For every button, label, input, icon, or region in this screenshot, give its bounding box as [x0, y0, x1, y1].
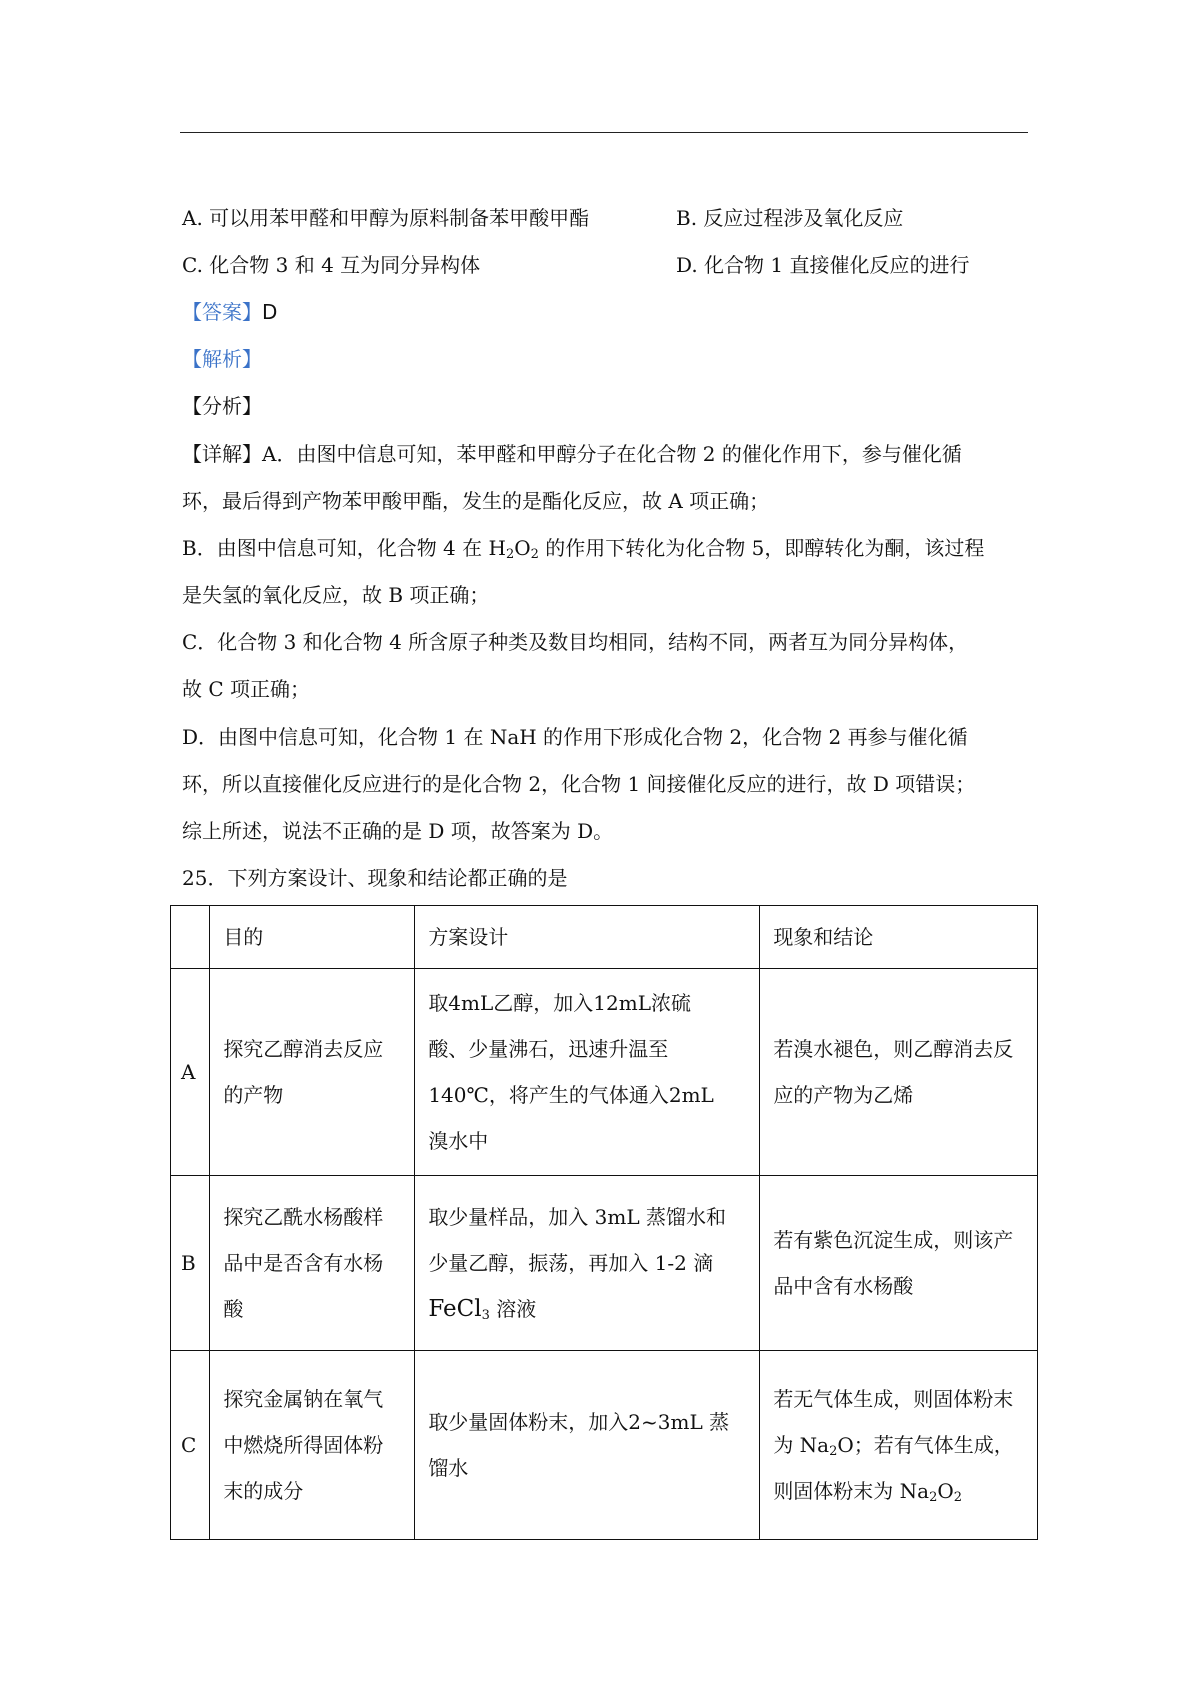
detail-d-line2: 环，所以直接催化反应进行的是化合物 2，化合物 1 间接催化反应的进行，故 D 项错误；: [182, 772, 976, 796]
header-rule: [180, 132, 1028, 133]
header-design: 方案设计: [415, 906, 760, 969]
detail-c-line2: 故 C 项正确；: [182, 677, 311, 701]
row-letter: C: [171, 1351, 210, 1540]
result-text-part: O；若有气体生成，: [837, 1433, 1014, 1457]
answer-value: D: [262, 300, 278, 324]
detail-b1-post: 的作用下转化为化合物 5，即醇转化为酮，该过程: [538, 536, 985, 560]
analysis-label: 【解析】: [182, 347, 262, 371]
detail-b1-mid: O: [514, 536, 531, 560]
design-cell: [415, 969, 760, 1176]
detail-c-line1: C．化合物 3 和化合物 4 所含原子种类及数目均相同，结构不同，两者互为同分异构体，: [182, 630, 969, 654]
purpose-text: 的产物: [223, 1083, 284, 1107]
table-row: [171, 1351, 1038, 1540]
result-text: 若有紫色沉淀生成，则该产: [773, 1228, 1014, 1252]
design-text-tail: 溶液: [489, 1297, 537, 1321]
answer-line: [182, 298, 277, 326]
design-text: 馏水: [428, 1456, 469, 1480]
table-row: [171, 969, 1038, 1176]
header-result: 现象和结论: [760, 906, 1038, 969]
design-cell: [415, 1351, 760, 1540]
detail-label: 【详解】: [182, 442, 262, 466]
detail-summary: 综上所述，说法不正确的是 D 项，故答案为 D。: [182, 819, 614, 843]
row-letter: A: [171, 969, 210, 1176]
fenxi-label: 【分析】: [182, 394, 262, 418]
design-text: 取少量样品，加入 3mL 蒸馏水和: [428, 1205, 726, 1229]
result-text: 品中含有水杨酸: [773, 1274, 914, 1298]
design-text: [428, 1286, 746, 1332]
purpose-cell: [210, 969, 415, 1176]
result-text: [773, 1468, 1024, 1514]
detail-a-line1: [182, 440, 962, 468]
detail-d-line1: D．由图中信息可知，化合物 1 在 NaH 的作用下形成化合物 2，化合物 2 再参与催化循: [182, 725, 968, 749]
result-text-part: 为 Na: [773, 1433, 830, 1457]
purpose-text: 探究乙醇消去反应: [223, 1037, 384, 1061]
purpose-cell: [210, 1351, 415, 1540]
detail-b1-pre: B．由图中信息可知，化合物 4 在 H: [182, 536, 506, 560]
option-b: B. 反应过程涉及氧化反应: [676, 206, 904, 230]
purpose-text: 探究乙酰水杨酸样: [223, 1205, 384, 1229]
detail-a1-text: A．由图中信息可知，苯甲醛和甲醇分子在化合物 2 的催化作用下，参与催化循: [262, 442, 962, 466]
result-text: 应的产物为乙烯: [773, 1083, 914, 1107]
detail-b-line1: [182, 534, 984, 562]
design-text: 140℃，将产生的气体通入2mL: [428, 1083, 714, 1107]
design-cell: [415, 1176, 760, 1351]
purpose-text: 中燃烧所得固体粉: [223, 1433, 384, 1457]
h2o2-sub-1: 2: [505, 547, 515, 562]
purpose-text: 末的成分: [223, 1479, 304, 1503]
design-text: 溴水中: [428, 1129, 489, 1153]
detail-a-line2: 环，最后得到产物苯甲酸甲酯，发生的是酯化反应，故 A 项正确；: [182, 489, 770, 513]
purpose-text: 探究金属钠在氧气: [223, 1387, 384, 1411]
purpose-cell: [210, 1176, 415, 1351]
design-text: 酸、少量沸石，迅速升温至: [428, 1037, 669, 1061]
fecl3-formula: FeCl: [428, 1296, 482, 1322]
header-purpose: 目的: [210, 906, 415, 969]
result-cell: [760, 969, 1038, 1176]
na2o2-sub-2: 2: [953, 1490, 963, 1505]
h2o2-sub-2: 2: [530, 547, 539, 562]
fecl3-sub: 3: [481, 1308, 490, 1323]
table-header-row: [171, 906, 1038, 969]
design-text: 取4mL乙醇，加入12mL浓硫: [428, 991, 691, 1015]
result-text-part: O: [937, 1479, 954, 1503]
option-a: A. 可以用苯甲醛和甲醇为原料制备苯甲酸甲酯: [182, 206, 590, 230]
experiment-table: [170, 905, 1038, 1540]
answer-label: 【答案】: [182, 300, 262, 324]
row-letter: B: [171, 1176, 210, 1351]
design-text: 取少量固体粉末，加入2~3mL 蒸: [428, 1410, 730, 1434]
header-blank-cell: [171, 906, 210, 969]
result-cell: [760, 1351, 1038, 1540]
option-c: C. 化合物 3 和 4 互为同分异构体: [182, 253, 481, 277]
table-row: [171, 1176, 1038, 1351]
purpose-text: 品中是否含有水杨: [223, 1251, 384, 1275]
result-text: 若溴水褪色，则乙醇消去反: [773, 1037, 1014, 1061]
result-text: 若无气体生成，则固体粉末: [773, 1387, 1014, 1411]
option-d: D. 化合物 1 直接催化反应的进行: [676, 253, 970, 277]
design-text: 少量乙醇，振荡，再加入 1-2 滴: [428, 1251, 714, 1275]
result-cell: [760, 1176, 1038, 1351]
result-text-part: 则固体粉末为 Na: [773, 1479, 930, 1503]
detail-b-line2: 是失氢的氧化反应，故 B 项正确；: [182, 583, 490, 607]
question-25: 25．下列方案设计、现象和结论都正确的是: [182, 866, 568, 890]
na2o2-sub-1: 2: [929, 1490, 938, 1505]
na2o-sub: 2: [829, 1444, 838, 1459]
purpose-text: 酸: [223, 1297, 244, 1321]
result-text: [773, 1422, 1024, 1468]
